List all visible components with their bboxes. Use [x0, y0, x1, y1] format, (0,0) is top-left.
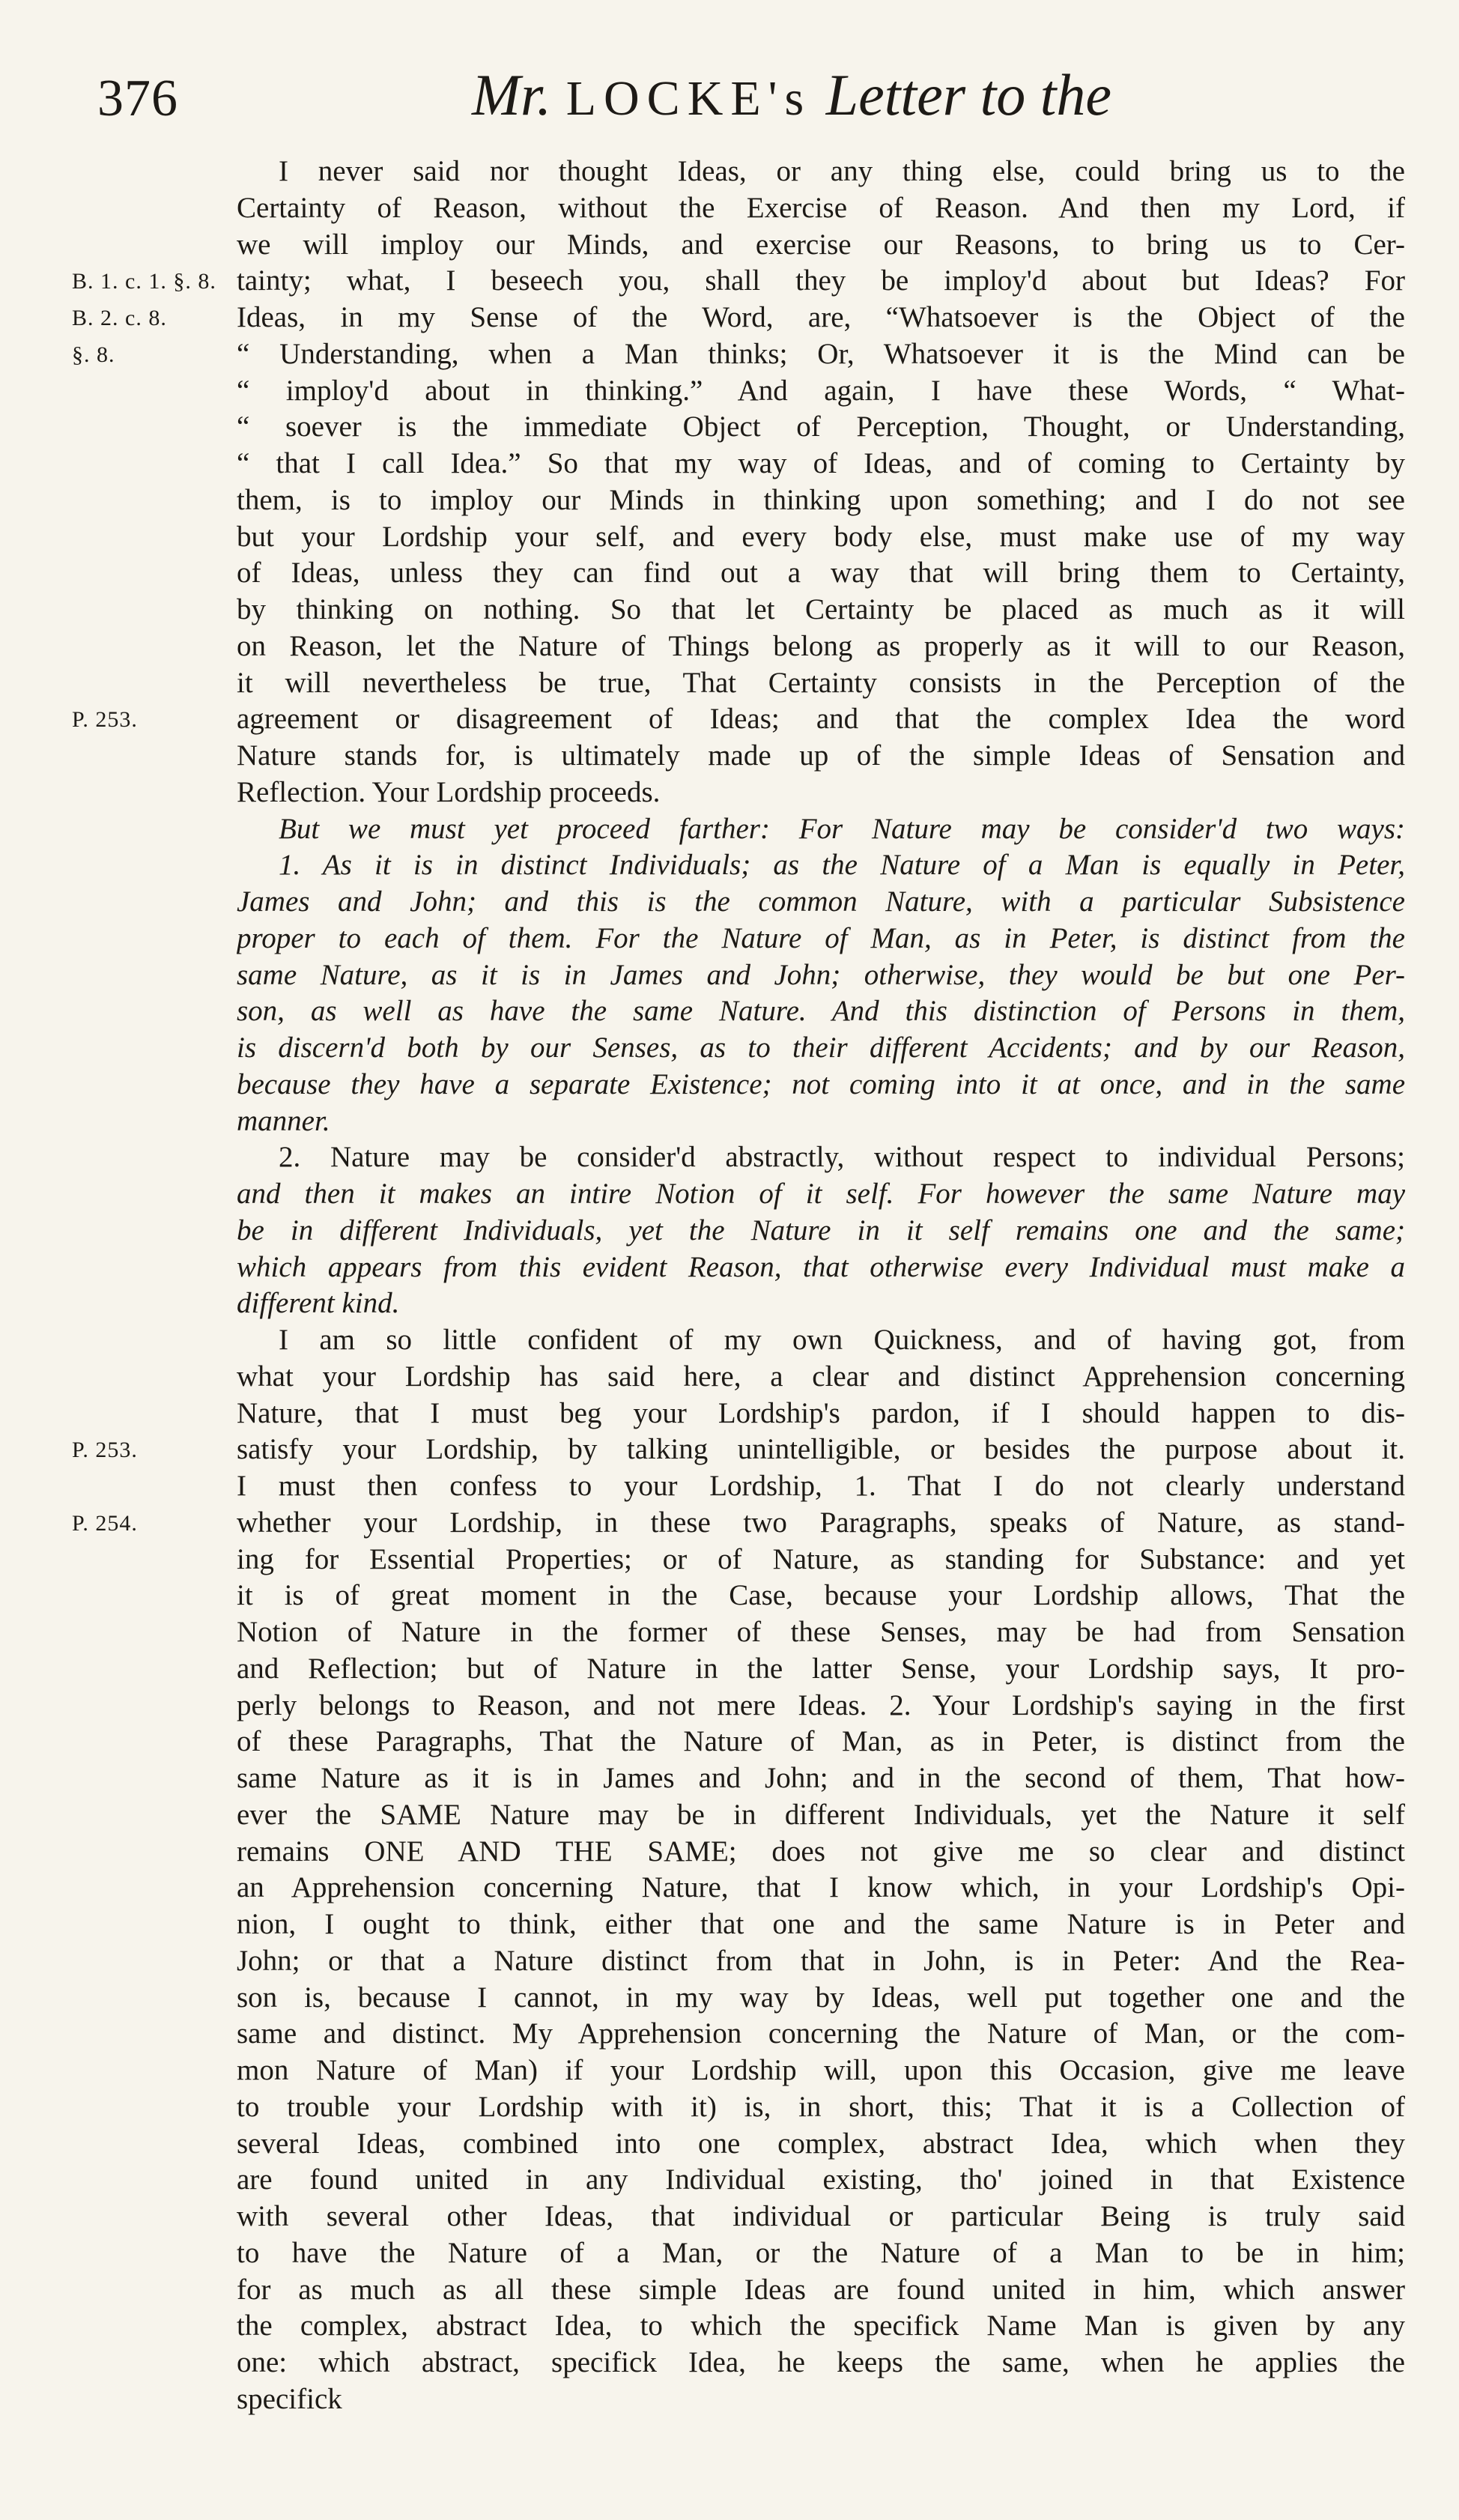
margin-note: B. 1. c. 1. §. 8. — [72, 269, 216, 294]
margin-note: §. 8. — [72, 342, 115, 367]
title-prefix: Mr. — [472, 62, 552, 127]
text-line: Reflection. Your Lordship proceeds. — [237, 775, 661, 808]
running-header — [0, 0, 1459, 150]
text-line: whether your Lordship, in these two Paragraphs, speaks of Nature, as stand- — [237, 1506, 1405, 1539]
margin-note: P. 253. — [72, 1438, 138, 1463]
text-line: it will nevertheless be true, That Certainty consists in the Perception of the — [237, 666, 1405, 699]
text-line: are found united in any Individual existing, tho' joined in that Existence — [237, 2163, 1405, 2196]
text-line: different kind. — [237, 1287, 400, 1320]
text-line: it is of great moment in the Case, because your Lordship allows, That the — [237, 1579, 1405, 1612]
title-rest: Letter to the — [825, 62, 1112, 127]
text-line: same Nature as it is in James and John; and in the second of them, That how- — [237, 1762, 1405, 1794]
text-line: “ soever is the immediate Object of Perception, Thought, or Understanding, — [237, 411, 1405, 443]
text-line: 1. As it is in distinct Individuals; as the Nature of a Man is equally in Peter, — [279, 849, 1405, 882]
text-line: remains ONE AND THE SAME; does not give me so clear and distinct — [237, 1835, 1405, 1868]
text-line: of these Paragraphs, That the Nature of Man, as in Peter, is distinct from the — [237, 1725, 1405, 1758]
text-line: Nature, that I must beg your Lordship's pardon, if I should happen to dis- — [237, 1396, 1405, 1429]
text-line: them, is to imploy our Minds in thinking upon something; and I do not see — [237, 483, 1405, 516]
text-line: I must then confess to your Lordship, 1. That I do not clearly understand — [237, 1470, 1405, 1502]
text-line: with several other Ideas, that individual or particular Being is truly said — [237, 2200, 1405, 2232]
text-line: the complex, abstract Idea, to which the specifick Name Man is given by any — [237, 2310, 1405, 2342]
text-line: what your Lordship has said here, a clear and distinct Apprehension concerning — [237, 1360, 1405, 1393]
text-line: and then it makes an intire Notion of it self. For however the same Nature may — [237, 1178, 1405, 1210]
text-line: specifick — [237, 2382, 342, 2415]
text-line: nion, I ought to think, either that one and the same Nature is in Peter and — [237, 1908, 1405, 1940]
text-line: to have the Nature of a Man, or the Nature of a Man to be in him; — [237, 2236, 1405, 2269]
text-line: because they have a separate Existence; not coming into it at once, and in the same — [237, 1067, 1405, 1100]
text-line: son is, because I cannot, in my way by Ideas, well put together one and the — [237, 1981, 1405, 2014]
text-line: same Nature, as it is in James and John; otherwise, they would be but one Per- — [237, 958, 1405, 991]
margin-note: P. 253. — [72, 707, 138, 733]
text-line: tainty; what, I beseech you, shall they be imploy'd about but Ideas? For — [237, 264, 1405, 297]
text-line: Certainty of Reason, without the Exercise of Reason. And then my Lord, if — [237, 191, 1405, 224]
text-line: mon Nature of Man) if your Lordship will, upon this Occasion, give me leave — [237, 2054, 1405, 2086]
text-line: of Ideas, unless they can find out a way that will bring them to Certainty, — [237, 557, 1405, 590]
text-line: Nature stands for, is ultimately made up of the simple Ideas of Sensation and — [237, 739, 1405, 772]
text-line: an Apprehension concerning Nature, that I know which, in your Lordship's Opi- — [237, 1871, 1405, 1904]
text-line: for as much as all these simple Ideas are found united in him, which answer — [237, 2273, 1405, 2306]
text-line: and Reflection; but of Nature in the latter Sense, your Lordship says, It pro- — [237, 1652, 1405, 1685]
text-line: 2. Nature may be consider'd abstractly, without respect to individual Persons; — [279, 1141, 1405, 1174]
margin-note: P. 254. — [72, 1510, 138, 1536]
text-line: John; or that a Nature distinct from that in John, is in Peter: And the Rea- — [237, 1944, 1405, 1977]
text-line: ing for Essential Properties; or of Nature, as standing for Substance: and yet — [237, 1542, 1405, 1575]
text-line: Notion of Nature in the former of these Senses, may be had from Sensation — [237, 1616, 1405, 1648]
text-line: “ Understanding, when a Man thinks; Or, Whatsoever it is the Mind can be — [237, 337, 1405, 370]
text-line: satisfy your Lordship, by talking unintelligible, or besides the purpose about it. — [237, 1433, 1405, 1466]
text-line: But we must yet proceed farther: For Nature may be consider'd two ways: — [279, 812, 1405, 845]
text-line: ever the SAME Nature may be in different Individuals, yet the Nature it self — [237, 1798, 1405, 1831]
text-line: Ideas, in my Sense of the Word, are, “Whatsoever is the Object of the — [237, 301, 1405, 333]
text-line: to trouble your Lordship with it) is, in short, this; That it is a Collection of — [237, 2090, 1405, 2123]
text-line: several Ideas, combined into one complex, abstract Idea, which when they — [237, 2127, 1405, 2160]
text-line: we will imploy our Minds, and exercise our Reasons, to bring us to Cer- — [237, 228, 1405, 261]
text-line: agreement or disagreement of Ideas; and that the complex Idea the word — [237, 703, 1405, 736]
text-line: but your Lordship your self, and every body else, must make use of my way — [237, 520, 1405, 553]
text-line: “ that I call Idea.” So that my way of Ideas, and of coming to Certainty by — [237, 447, 1405, 479]
running-title — [472, 61, 1111, 129]
text-line: manner. — [237, 1104, 330, 1137]
text-line: “ imploy'd about in thinking.” And again, I have these Words, “ What- — [237, 374, 1405, 407]
text-line: is discern'd both by our Senses, as to their different Accidents; and by our Reason, — [237, 1032, 1405, 1064]
title-name: LOCKE's — [565, 71, 812, 126]
text-line: proper to each of them. For the Nature of Man, as in Peter, is distinct from the — [237, 921, 1405, 954]
text-line: James and John; and this is the common Nature, with a particular Subsistence — [237, 885, 1405, 918]
text-line: perly belongs to Reason, and not mere Ideas. 2. Your Lordship's saying in the first — [237, 1688, 1405, 1721]
page-number: 376 — [97, 70, 178, 127]
text-line: one: which abstract, specifick Idea, he keeps the same, when he applies the — [237, 2346, 1405, 2378]
body-text — [237, 154, 1405, 2418]
text-line: which appears from this evident Reason, that otherwise every Individual must make a — [237, 1250, 1405, 1283]
text-line: son, as well as have the same Nature. And this distinction of Persons in them, — [237, 995, 1405, 1028]
text-line: I never said nor thought Ideas, or any thing else, could bring us to the — [279, 155, 1405, 187]
text-line: on Reason, let the Nature of Things belong as properly as it will to our Reason, — [237, 629, 1405, 662]
text-line: I am so little confident of my own Quickness, and of having got, from — [279, 1324, 1405, 1356]
text-line: same and distinct. My Apprehension concerning the Nature of Man, or the com- — [237, 2017, 1405, 2050]
margin-note: B. 2. c. 8. — [72, 306, 167, 330]
text-line: by thinking on nothing. So that let Certainty be placed as much as it will — [237, 593, 1405, 626]
text-line: be in different Individuals, yet the Nature in it self remains one and the same; — [237, 1214, 1405, 1247]
